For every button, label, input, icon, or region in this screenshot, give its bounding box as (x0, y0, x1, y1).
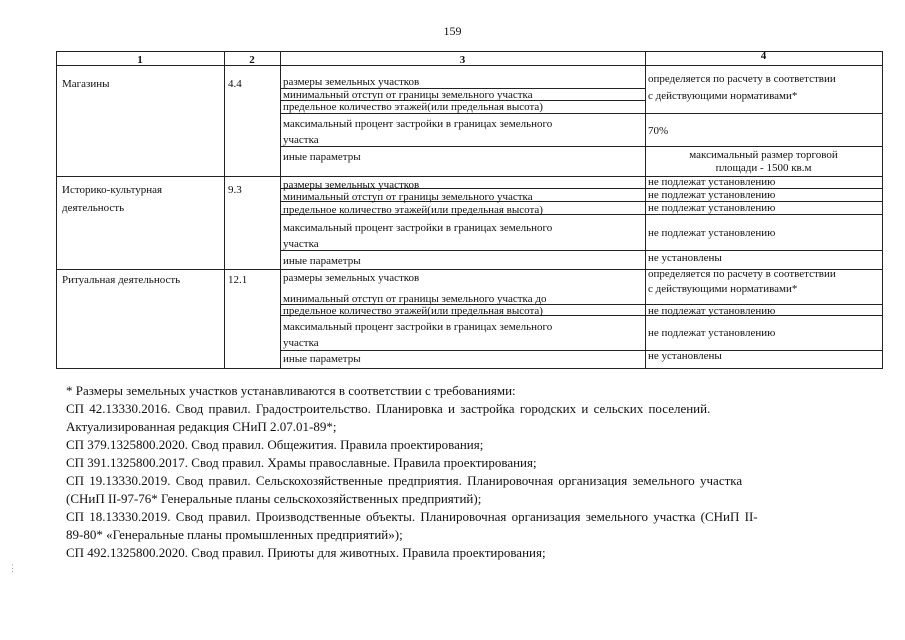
footnote-item: СП 18.13330.2019. Свод правил. Производственные объекты. Планировочная организация земельного участка (СНиП II- (66, 509, 758, 524)
footnote-item: Актуализированная редакция СНиП 2.07.01-89*; (66, 419, 337, 434)
value-cell: площади - 1500 кв.м (715, 162, 812, 174)
param-cell: минимальный отступ от границы земельного участка до (283, 293, 547, 305)
param-cell: участка (283, 337, 319, 349)
param-cell: размеры земельных участков (283, 179, 420, 191)
value-cell: не подлежат установлению (648, 189, 776, 201)
land-use-code: 12.1 (228, 274, 248, 286)
value-rule (645, 250, 882, 251)
param-cell: максимальный процент застройки в границах земельного (283, 222, 553, 234)
page-number: 159 (443, 24, 462, 38)
value-cell: не подлежат установлению (648, 305, 776, 317)
value-rule (645, 113, 882, 114)
row-rule (280, 113, 645, 114)
footnote-item: СП 492.1325800.2020. Свод правил. Приюты для животных. Правила проектирования; (66, 545, 546, 560)
footnote-item: СП 19.13330.2019. Свод правил. Сельскохозяйственные предприятия. Планировочная организация земельного участка (66, 473, 743, 488)
table-border-left (56, 51, 57, 369)
land-use-code: 9.3 (228, 184, 242, 196)
value-rule (645, 146, 882, 147)
param-cell: размеры земельных участков (283, 76, 420, 88)
param-cell: участка (283, 134, 319, 146)
value-cell: с действующими нормативами* (648, 90, 798, 102)
value-rule (645, 214, 882, 215)
land-use-name: деятельность (62, 202, 125, 214)
footnote-item: 89-80* «Генеральные планы промышленных предприятий»); (66, 527, 403, 542)
footnote-item: СП 391.1325800.2017. Свод правил. Храмы православные. Правила проектирования; (66, 455, 537, 470)
row-rule (280, 146, 645, 147)
param-cell: иные параметры (283, 255, 361, 267)
row-rule (280, 250, 645, 251)
row-rule (280, 350, 645, 351)
col-header-3: 3 (459, 54, 466, 66)
footnote-item: (СНиП II-97-76* Генеральные планы сельскохозяйственных предприятий); (66, 491, 482, 506)
param-cell: максимальный процент застройки в границах земельного (283, 118, 553, 130)
col-divider-2 (280, 51, 281, 369)
param-cell: минимальный отступ от границы земельного участка (283, 191, 533, 203)
table-border-bottom (56, 368, 882, 369)
table-border-right (882, 51, 883, 369)
land-use-parameters-table (56, 51, 882, 369)
value-cell: не подлежат установлению (648, 227, 776, 239)
param-cell: участка (283, 238, 319, 250)
value-cell: 70% (648, 125, 669, 137)
param-cell: максимальный процент застройки в границах земельного (283, 321, 553, 333)
value-cell: определяется по расчету в соответствии (648, 268, 836, 280)
param-cell: иные параметры (283, 353, 361, 365)
value-cell: определяется по расчету в соответствии (648, 73, 836, 85)
value-cell: не подлежат установлению (648, 327, 776, 339)
land-use-name: Историко-культурная (62, 184, 163, 196)
value-cell: не подлежат установлению (648, 202, 776, 214)
value-cell: с действующими нормативами* (648, 283, 798, 295)
footnote-item: СП 379.1325800.2020. Свод правил. Общежития. Правила проектирования; (66, 437, 484, 452)
col-header-2: 2 (249, 54, 255, 66)
scan-margin-mark: ⋮ (8, 563, 17, 573)
param-cell: иные параметры (283, 151, 361, 163)
footnote-item: СП 42.13330.2016. Свод правил. Градостроительство. Планировка и застройка городских и сельских поселений. (66, 401, 711, 416)
value-cell: не установлены (648, 252, 722, 264)
land-use-name: Ритуальная деятельность (62, 274, 181, 286)
col-header-4: 4 (760, 50, 767, 62)
land-use-code: 4.4 (228, 78, 242, 90)
param-cell: предельное количество этажей(или предельная высота) (283, 305, 543, 317)
param-cell: предельное количество этажей(или предельная высота) (283, 101, 543, 113)
value-cell: не подлежат установлению (648, 176, 776, 188)
value-cell: не установлены (648, 350, 722, 362)
value-cell: максимальный размер торговой (689, 149, 838, 161)
footnote-intro: * Размеры земельных участков устанавливаются в соответствии с требованиями: (66, 383, 516, 398)
col-header-1: 1 (137, 54, 143, 66)
param-cell: минимальный отступ от границы земельного участка (283, 89, 533, 101)
param-cell: размеры земельных участков (283, 272, 420, 284)
col-divider-1 (224, 51, 225, 369)
param-cell: предельное количество этажей(или предельная высота) (283, 204, 543, 216)
land-use-name: Магазины (62, 78, 110, 90)
col-divider-3 (645, 51, 646, 369)
footnotes (66, 382, 856, 562)
